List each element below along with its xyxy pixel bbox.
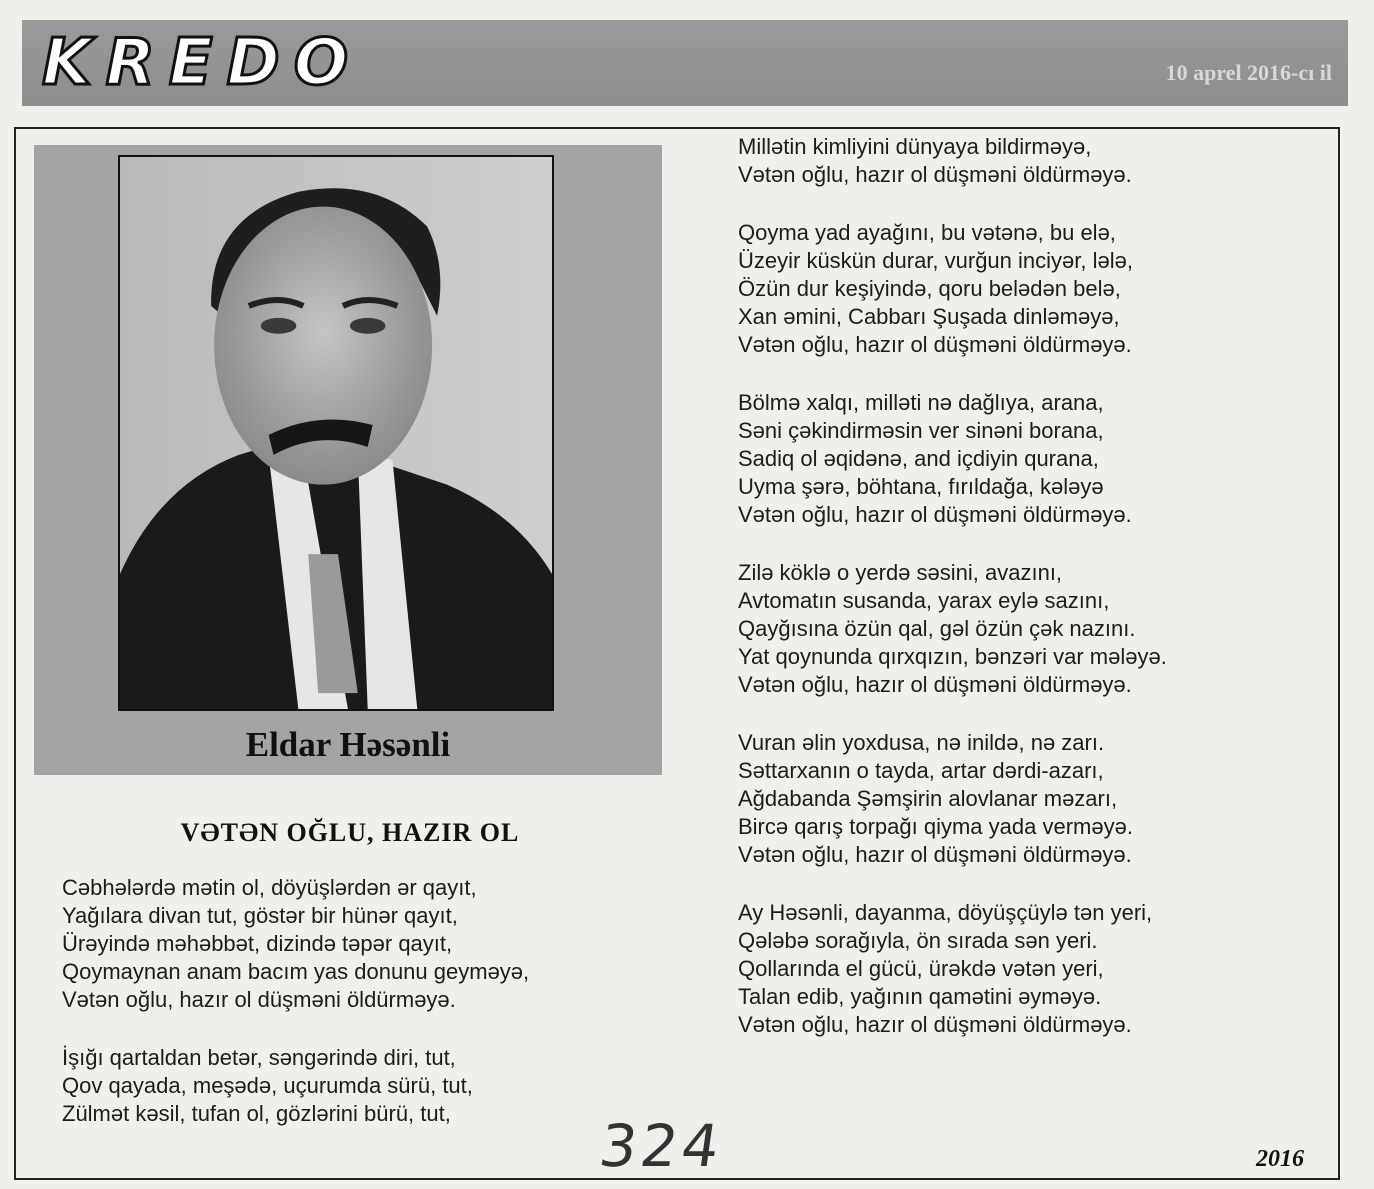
poem-line: Səttarxanın o tayda, artar dərdi-azarı, — [738, 758, 1104, 783]
author-portrait — [118, 155, 554, 711]
poem-line: Talan edib, yağının qamətini əyməyə. — [738, 984, 1102, 1009]
poem-line: Vətən oğlu, hazır ol düşməni öldürməyə. — [62, 987, 456, 1012]
stanza — [738, 219, 1328, 359]
poem-line: Zülmət kəsil, tufan ol, gözlərini bürü, tut, — [62, 1101, 451, 1126]
stanza — [62, 874, 682, 1014]
poem-line: Qollarında el gücü, ürəkdə vətən yeri, — [738, 956, 1104, 981]
poem-line: İşığı qartaldan betər, səngərində diri, tut, — [62, 1045, 456, 1070]
author-name: Eldar Həsənli — [245, 725, 451, 764]
poem-line: Uyma şərə, böhtana, fırıldağa, kələyə — [738, 474, 1104, 499]
poem-line: Qayğısına özün qal, gəl özün çək nazını. — [738, 616, 1136, 641]
poem-line: Vətən oğlu, hazır ol düşməni öldürməyə. — [738, 162, 1132, 187]
poem-line: Vətən oğlu, hazır ol düşməni öldürməyə. — [738, 1012, 1132, 1037]
stanza — [738, 729, 1328, 869]
poem-line: Yat qoynunda qırxqızın, bənzəri var mələyə. — [738, 644, 1167, 669]
stanza — [738, 133, 1328, 189]
masthead-date: 10 aprel 2016-cı il — [1165, 60, 1332, 85]
stanza — [62, 1044, 682, 1128]
poem-line: Yağılara divan tut, göstər bir hünər qayıt, — [62, 903, 458, 928]
portrait-image — [120, 157, 552, 709]
poem-line: Vətən oğlu, hazır ol düşməni öldürməyə. — [738, 332, 1132, 357]
stanza — [738, 389, 1328, 529]
handwritten-page-number: 324 — [595, 1112, 728, 1180]
poem-line: Qoymaynan anam bacım yas donunu geyməyə, — [62, 959, 530, 984]
poem-left-column — [62, 874, 682, 1158]
poem-line: Zilə köklə o yerdə səsini, avazını, — [738, 560, 1063, 585]
poem-title: VƏTƏN OĞLU, HAZIR OL — [180, 818, 520, 847]
poem-line: Qov qayada, meşədə, uçurumda sürü, tut, — [62, 1073, 473, 1098]
poem-line: Cəbhələrdə mətin ol, döyüşlərdən ər qayıt, — [62, 875, 477, 900]
poem-line: Vətən oğlu, hazır ol düşməni öldürməyə. — [738, 842, 1132, 867]
poem-line: Bircə qarış torpağı qiyma yada verməyə. — [738, 814, 1133, 839]
poem-line: Vuran əlin yoxdusa, nə inildə, nə zarı. — [738, 730, 1105, 755]
stanza — [738, 559, 1328, 699]
poem-line: Bölmə xalqı, milləti nə dağlıya, arana, — [738, 390, 1104, 415]
poem-line: Ağdabanda Şəmşirin alovlanar məzarı, — [738, 786, 1118, 811]
poem-line: Vətən oğlu, hazır ol düşməni öldürməyə. — [738, 672, 1132, 697]
poem-line: Sadiq ol əqidənə, and içdiyin qurana, — [738, 446, 1099, 471]
poem-line: Millətin kimliyini dünyaya bildirməyə, — [738, 134, 1092, 159]
poem-line: Ay Həsənli, dayanma, döyüşçüylə tən yeri, — [738, 900, 1153, 925]
poem-line: Ürəyində məhəbbət, dizində təpər qayıt, — [62, 931, 453, 956]
poem-line: Xan əmini, Cabbarı Şuşada dinləməyə, — [738, 304, 1120, 329]
poem-line: Özün dur keşiyində, qoru belədən belə, — [738, 276, 1121, 301]
poem-line: Qələbə sorağıyla, ön sırada sən yeri. — [738, 928, 1098, 953]
poem-line: Səni çəkindirməsin ver sinəni borana, — [738, 418, 1104, 443]
poem-line: Vətən oğlu, hazır ol düşməni öldürməyə. — [738, 502, 1132, 527]
poem-year: 2016 — [1256, 1146, 1304, 1172]
poem-right-column — [738, 133, 1328, 1069]
poem-line: Üzeyir küskün durar, vurğun inciyər, lələ, — [738, 248, 1133, 273]
photo-panel — [34, 145, 662, 775]
poem-line: Avtomatın susanda, yarax eylə sazını, — [738, 588, 1110, 613]
poem-line: Qoyma yad ayağını, bu vətənə, bu elə, — [738, 220, 1116, 245]
masthead-title: KREDO — [42, 26, 363, 100]
masthead — [22, 20, 1348, 106]
stanza — [738, 899, 1328, 1039]
